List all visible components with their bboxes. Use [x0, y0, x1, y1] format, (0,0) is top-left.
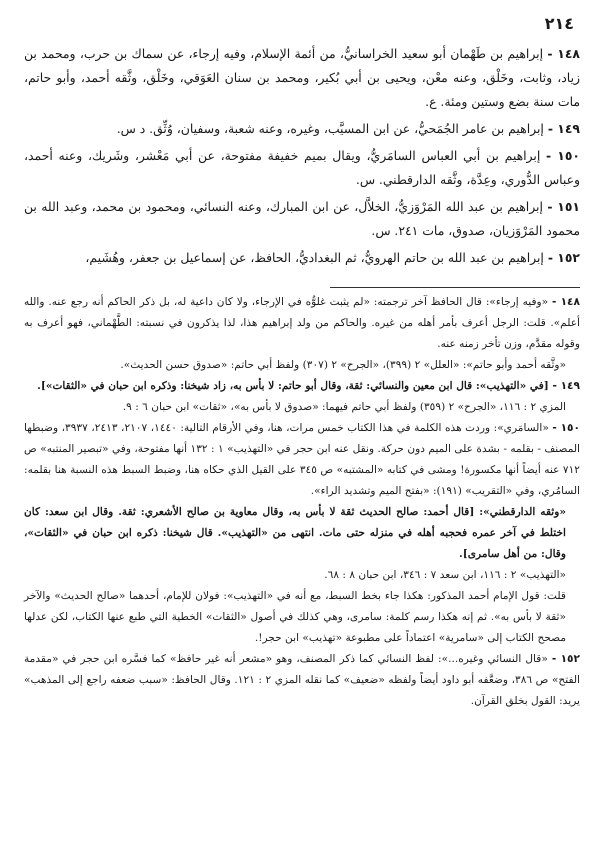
- entry-text: إبراهيم بن طَهْمان أبو سعيد الخراسانيُّ، من أئمة الإسلام، وفيه إرجاء، عن سماك بن حرب، ومحمد بن زياد، وثابت، وخَلْق، وعنه معْن، ويحيى بن أبي بُكير، ومحمد بن سنان العَوَقي، وخَلْق، وثَّقه أحمد، وأبو حاتم، مات سنة بضع وستين ومئة. ع.: [24, 46, 580, 109]
- note-number: ١٥٢ -: [551, 653, 580, 665]
- note-149-source: [24, 397, 580, 418]
- footnote-divider: [330, 287, 580, 288]
- note-text: المزي ٢ : ١١٦، «الجرح» ٢ (٣٥٩) ولفظ أبي حاتم فيهما: «صدوق لا بأس به»، «ثقات» ابن حبان ٦ : ٩.: [122, 401, 566, 413]
- entry-text: إبراهيم بن أبي العباس السامَريُّ، ويقال بميم خفيفة مفتوحة، عن أبي مَعْشر، وشَريك، وعنه أحمد، وعباس الدُّوري، وعِدَّة، وثَّقه الدارقطني. س.: [24, 148, 580, 187]
- entry-text: إبراهيم بن عبد الله المَرْوَزيُّ، الخلاَّل، عن ابن المبارك، وعنه النسائي، ومحمود بن محمد، وعبد الله بن محمود المَرْوَزيان، صدوق، مات ٢٤١. س.: [24, 199, 580, 238]
- note-text: «السامَري»: وردت هذه الكلمة في هذا الكتاب خمس مرات، هنا، وفي الأرقام التالية: ١٤٤٠، ٢١٠٧، ٢٤١٣، ٣٩٣٧، وضبطها المصنف - بقلمه - بشدة على الميم دون حركة. ونقل عنه ابن حجر في «التهذيب» ١ : ١٣٢ أنها مفتوحة، وفي «تبصير المنتبه» ص ٧١٢ عنه أيضاً أنها مكسورة! ومشى في كتابه «المشتبه» ص ٣٤٥ على القيل الذي حكاه هنا، وضبط السبط هذه النسبة هنا بقلمه: السامُري، وفي «التقريب» (١٩١): «بفتح الميم وتشديد الراء».: [24, 422, 580, 497]
- note-152: [24, 649, 580, 712]
- note-text: «وثقه الدارقطني»: [قال أحمد: صالح الحديث ثقة لا بأس به، وقال معاوية بن صالح الأشعري: ثقة. وقال ابن سعد: كان اختلط في آخر عمره فحجبه أهله في منزله حتى مات. انتهى من «التهذيب». قال شيخنا: ذكره ابن حبان في «الثقات»، وقال: من أهل سامرى].: [24, 506, 566, 560]
- note-number: ١٤٨ -: [552, 296, 580, 308]
- note-148: [24, 292, 580, 355]
- note-149: [24, 376, 580, 397]
- entry-152: [24, 246, 580, 270]
- entry-number: ١٤٩ -: [547, 121, 580, 136]
- entry-148: [24, 42, 580, 114]
- page-number: ٢١٤: [544, 14, 574, 33]
- main-text: [24, 42, 580, 273]
- note-text: «وفيه إرجاء»: قال الحافظ آخر ترجمته: «لم يثبت غلوُّه في الإرجاء، ولا كان داعية له، بل ذكر الحاكم أنه رجع عنه. والله أعلم». قلت: الرجل أعرف بأمر أهله من غيره. والحاكم من ولد إبراهيم هذا، لذا يذكرون في نسبته: الطَّهْماني، فهو أعرف به وقوله مقدَّم، وزن تأخر زمنه عنه.: [24, 296, 580, 350]
- entry-number: ١٤٨ -: [547, 46, 580, 61]
- entry-number: ١٥١ -: [547, 199, 580, 214]
- note-text: قلت: قول الإمام أحمد المذكور: هكذا جاء بخط السبط، مع أنه في «التهذيب»: فولان للإمام، أحدهما «صالح الحديث» والآخر «ثقة لا بأس به». ثم إنه هكذا رسم كلمة: سامرى، وهي كذلك في أصول «الثقات» الخطية التي طبع عنها الكتاب، لكن عدلها مصحح الكتاب إلى «سامرية» اعتماداً على مطبوعة «تهذيب» ابن حجر!.: [24, 590, 566, 644]
- entry-number: ١٥٢ -: [547, 250, 580, 265]
- note-number: ١٤٩ -: [552, 380, 580, 392]
- note-150-source: [24, 565, 580, 586]
- note-text: [في «التهذيب»: قال ابن معين والنسائي: ثقة، وقال أبو حاتم: لا بأس به، زاد شيخنا: وذكره ابن حبان في «الثقات»].: [37, 380, 549, 392]
- note-number: ١٥٠ -: [552, 422, 580, 434]
- note-text: «التهذيب» ٢ : ١١٦، ابن سعد ٧ : ٣٤٦، ابن حبان ٨ : ٦٨.: [324, 569, 566, 581]
- note-text: «وثَّقه أحمد وأبو حاتم»: «العلل» ٢ (٣٩٩)، «الجرح» ٢ (٣٠٧) ولفظ أبي حاتم: «صدوق حسن الحديث».: [120, 359, 566, 371]
- note-150-comment: [24, 586, 580, 649]
- footnotes: [24, 292, 580, 712]
- entry-151: [24, 195, 580, 243]
- entry-number: ١٥٠ -: [546, 148, 580, 163]
- note-150: [24, 418, 580, 502]
- note-text: «قال النسائي وغيره...»: لفظ النسائي كما ذكر المصنف، وهو «مشعر أنه غير حافظ» كما فسَّره ابن حجر في «مقدمة الفتح» ص ٣٨٦، وضعَّفه أبو داود أيضاً ولفظه «ضعيف» كما نقله المزي ٢ : ١٢١. وقال الحافظ: «سبب ضعفه راجع إلى المذهب» يريد: القول بخلق القرآن.: [24, 653, 580, 707]
- entry-text: إبراهيم بن عبد الله بن حاتم الهرويُّ، ثم البغداديُّ، الحافظ، عن إسماعيل بن جعفر، وهُشَيم،: [85, 250, 544, 265]
- note-150-tawthiq: [24, 502, 580, 565]
- entry-149: [24, 117, 580, 141]
- entry-150: [24, 144, 580, 192]
- note-148-source: [24, 355, 580, 376]
- entry-text: إبراهيم بن عامر الجُمَحيُّ، عن ابن المسيَّب، وغيره، وعنه شعبة، وسفيان، وُثِّق. د س.: [116, 121, 544, 136]
